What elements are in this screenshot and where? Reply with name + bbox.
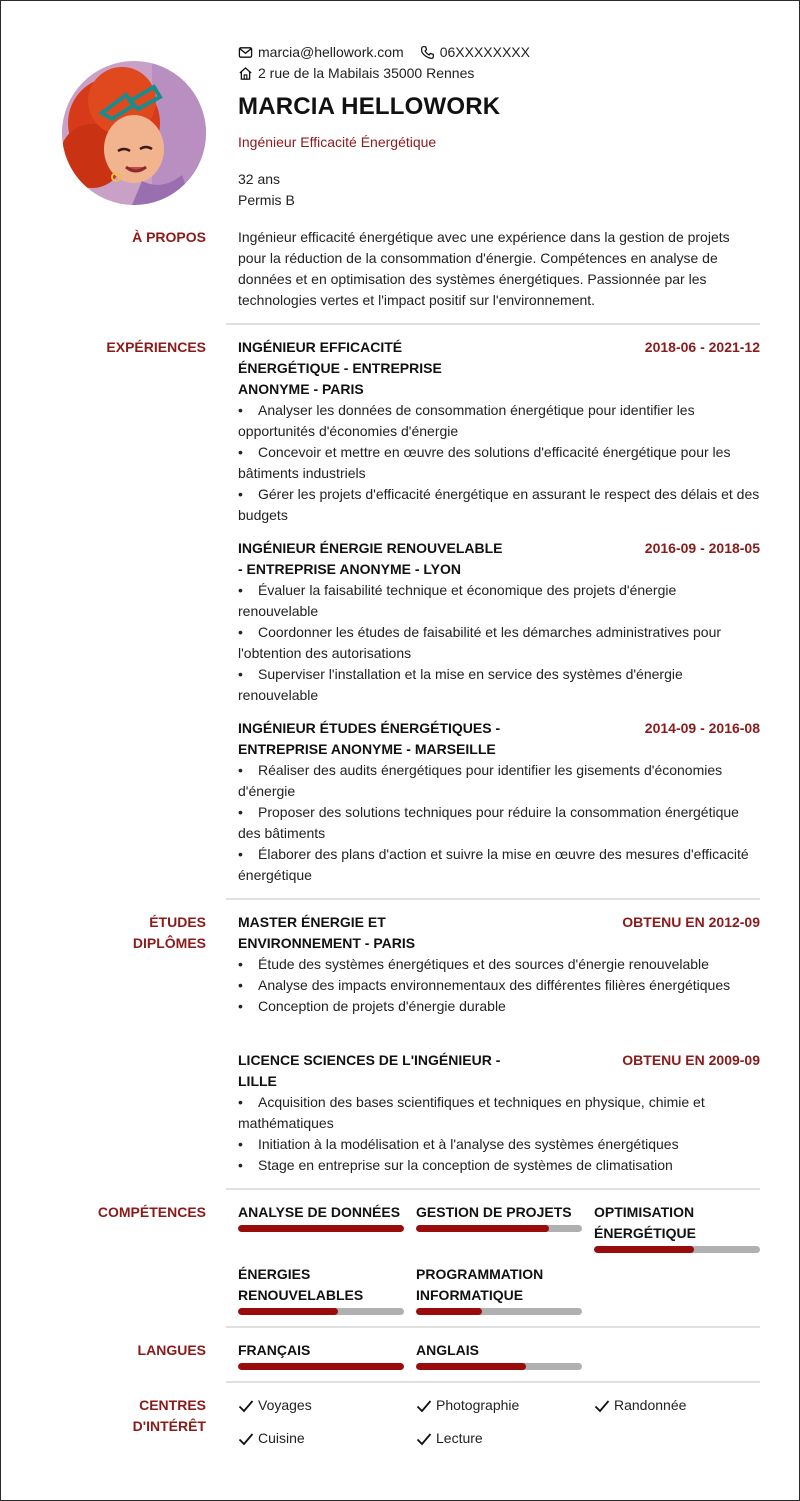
language-bar (238, 1363, 404, 1370)
experience-entry (238, 538, 760, 706)
about-label: À PROPOS (132, 229, 206, 245)
experience-entry (238, 337, 760, 526)
entry-date: 2016-09 - 2018-05 (644, 540, 760, 556)
language-name: FRANÇAIS (238, 1342, 311, 1358)
interest-item (416, 1428, 483, 1449)
skill-bar-fill (416, 1225, 549, 1232)
skill-bar (594, 1246, 760, 1253)
entry-title: INGÉNIEUR ÉNERGIE RENOUVELABLE - ENTREPRISE ANONYME - LYON (238, 540, 503, 577)
bullet-item: • Proposer des solutions techniques pour réduire la consommation énergétique des bâtiments (238, 802, 760, 844)
interest-item (238, 1428, 305, 1449)
address-text: 2 rue de la Mabilais 35000 Rennes (258, 65, 475, 81)
education-label (1, 912, 206, 954)
skill-bar (238, 1308, 404, 1315)
interests-label-line1: CENTRES (139, 1397, 206, 1413)
entry-title: LICENCE SCIENCES DE L'INGÉNIEUR - LILLE (238, 1052, 501, 1089)
bullet-item: • Superviser l'installation et la mise en service des systèmes d'énergie renouvelable (238, 664, 760, 706)
contact-row-address (238, 63, 546, 84)
check-icon (238, 1432, 254, 1446)
mail-icon (238, 45, 253, 60)
skill-bar (416, 1225, 582, 1232)
experience-entry (238, 718, 760, 886)
skill-bar-fill (238, 1225, 404, 1232)
about-text: Ingénieur efficacité énergétique avec une expérience dans la gestion de projets pour la réduction de la consommation d'énergie. Compétences en analyse de données et en optimisation des systèmes énergétiques. Passionnée par les technologies vertes et l'impact positif sur l'environnement. (238, 229, 730, 308)
phone-item (420, 42, 530, 63)
divider (226, 1381, 760, 1383)
experiences-label: EXPÉRIENCES (106, 339, 206, 355)
contact-row-top (238, 42, 546, 63)
email-item (238, 42, 404, 63)
interests-label (1, 1395, 206, 1437)
skill-bar (238, 1225, 404, 1232)
phone-text[interactable]: 06XXXXXXXX (439, 44, 530, 60)
bullet-item: • Étude des systèmes énergétiques et des sources d'énergie renouvelable (238, 954, 760, 975)
divider (226, 898, 760, 900)
check-icon (416, 1399, 432, 1413)
email-text[interactable]: marcia@hellowork.com (258, 44, 404, 60)
entry-title: MASTER ÉNERGIE ET ENVIRONNEMENT - PARIS (238, 914, 416, 951)
language-item (416, 1340, 582, 1370)
personal-info (238, 169, 295, 211)
interest-item (416, 1395, 519, 1416)
address-item (238, 63, 474, 84)
skill-item (238, 1264, 404, 1315)
candidate-name: MARCIA HELLOWORK (238, 93, 501, 120)
language-bar-fill (416, 1363, 526, 1370)
skill-item (416, 1264, 582, 1315)
language-item (238, 1340, 404, 1370)
entry-title: INGÉNIEUR EFFICACITÉ ÉNERGÉTIQUE - ENTREPRISE ANONYME - PARIS (238, 339, 442, 397)
profile-photo (62, 61, 206, 205)
interest-label: Photographie (436, 1397, 520, 1413)
bullet-item: • Évaluer la faisabilité technique et économique des projets d'énergie renouvelable (238, 580, 760, 622)
bullet-item: • Conception de projets d'énergie durable (238, 996, 760, 1017)
language-bar (416, 1363, 582, 1370)
interests-label-line2: D'INTÉRÊT (132, 1418, 206, 1434)
interest-label: Randonnée (614, 1397, 687, 1413)
languages-label: LANGUES (137, 1342, 206, 1358)
entry-bullets (238, 954, 760, 1017)
interest-item (594, 1395, 686, 1416)
skill-bar-fill (238, 1308, 338, 1315)
divider (226, 1326, 760, 1328)
education-label-line2: DIPLÔMES (132, 935, 206, 951)
interest-item (238, 1395, 312, 1416)
education-entry (238, 912, 760, 1017)
skill-name: ÉNERGIES RENOUVELABLES (238, 1266, 364, 1303)
interest-label: Voyages (258, 1397, 312, 1413)
check-icon (416, 1432, 432, 1446)
education-label-line1: ÉTUDES (149, 914, 206, 930)
skill-name: GESTION DE PROJETS (416, 1204, 572, 1220)
education-entry (238, 1050, 760, 1176)
skill-bar (416, 1308, 582, 1315)
skill-item (416, 1202, 582, 1232)
entry-bullets (238, 580, 760, 706)
bullet-item: • Initiation à la modélisation et à l'analyse des systèmes énergétiques (238, 1134, 760, 1155)
interest-label: Cuisine (258, 1430, 305, 1446)
skill-item (594, 1202, 760, 1253)
license-text: Permis B (238, 192, 295, 208)
skill-name: PROGRAMMATION INFORMATIQUE (416, 1266, 544, 1303)
bullet-item: • Coordonner les études de faisabilité et les démarches administratives pour l'obtention des autorisations (238, 622, 760, 664)
divider (226, 1188, 760, 1190)
entry-date: OBTENU EN 2012-09 (622, 914, 760, 930)
bullet-item: • Concevoir et mettre en œuvre des solutions d'efficacité énergétique pour les bâtiments industriels (238, 442, 760, 484)
age-text: 32 ans (238, 171, 281, 187)
bullet-item: • Analyser les données de consommation énergétique pour identifier les opportunités d'économies d'énergie (238, 400, 760, 442)
entry-bullets (238, 400, 760, 526)
entry-title: INGÉNIEUR ÉTUDES ÉNERGÉTIQUES - ENTREPRISE ANONYME - MARSEILLE (238, 720, 501, 757)
job-title: Ingénieur Efficacité Énergétique (238, 134, 437, 150)
skill-bar-fill (594, 1246, 694, 1253)
skill-name: OPTIMISATION ÉNERGÉTIQUE (594, 1204, 696, 1241)
skill-item (238, 1202, 404, 1232)
phone-icon (420, 45, 435, 60)
skills-label: COMPÉTENCES (97, 1204, 206, 1220)
entry-bullets (238, 760, 760, 886)
bullet-item: • Réaliser des audits énergétiques pour identifier les gisements d'économies d'énergie (238, 760, 760, 802)
language-name: ANGLAIS (416, 1342, 479, 1358)
bullet-item: • Élaborer des plans d'action et suivre la mise en œuvre des mesures d'efficacité énergétique (238, 844, 760, 886)
check-icon (238, 1399, 254, 1413)
entry-date: OBTENU EN 2009-09 (622, 1052, 760, 1068)
language-bar-fill (238, 1363, 404, 1370)
skill-name: ANALYSE DE DONNÉES (238, 1204, 401, 1220)
interest-label: Lecture (436, 1430, 483, 1446)
bullet-item: • Acquisition des bases scientifiques et techniques en physique, chimie et mathématiques (238, 1092, 760, 1134)
bullet-item: • Analyse des impacts environnementaux des différentes filières énergétiques (238, 975, 760, 996)
bullet-item: • Stage en entreprise sur la conception de systèmes de climatisation (238, 1155, 760, 1176)
entry-date: 2014-09 - 2016-08 (644, 720, 760, 736)
contact-info (238, 42, 546, 84)
check-icon (594, 1399, 610, 1413)
skill-bar-fill (416, 1308, 482, 1315)
entry-date: 2018-06 - 2021-12 (644, 339, 760, 355)
bullet-item: • Gérer les projets d'efficacité énergétique en assurant le respect des délais et des budgets (238, 484, 760, 526)
divider (226, 323, 760, 325)
resume-header (1, 1, 800, 221)
home-icon (238, 66, 253, 81)
entry-bullets (238, 1092, 760, 1176)
